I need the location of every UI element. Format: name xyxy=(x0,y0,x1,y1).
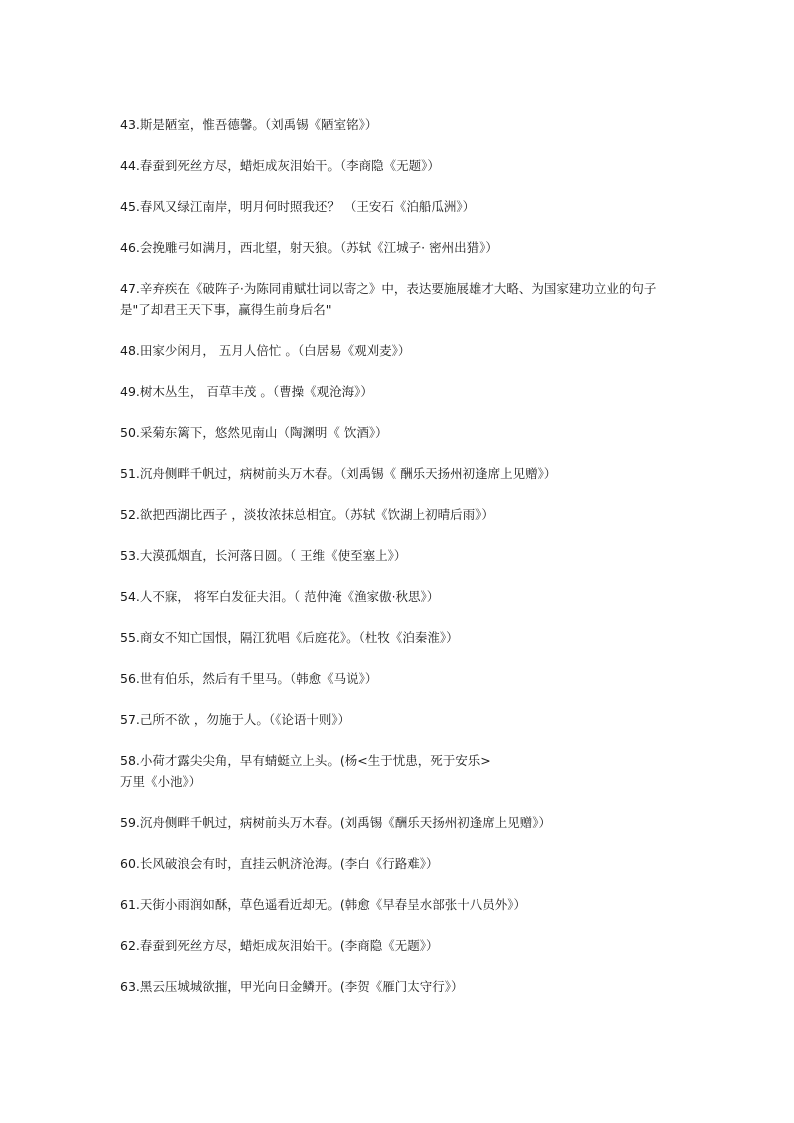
quote-line-63: 63.黑云压城城欲摧，甲光向日金鳞开。(李贺《雁门太守行》） xyxy=(120,979,464,994)
quote-line-58: 58.小荷才露尖尖角，早有蜻蜓立上头。(杨<生于忧患，死于安乐> 万里《小池》） xyxy=(120,753,491,789)
quote-line-49: 49.树木丛生， 百草丰茂 。（曹操《观沧海》） xyxy=(120,384,373,399)
quote-line-50: 50.采菊东篱下，悠然见南山（陶渊明《 饮酒》） xyxy=(120,425,388,440)
quote-line-60: 60.长风破浪会有时，直挂云帆济沧海。(李白《行路难》） xyxy=(120,856,439,871)
quote-line-48: 48.田家少闲月， 五月人倍忙 。（白居易《观刈麦》） xyxy=(120,343,411,358)
quote-line-47: 47.辛弃疾在《破阵子·为陈同甫赋壮词以寄之》中，表达要施展雄才大略、为国家建功立业的句子是"了却君王天下事，赢得生前身后名" xyxy=(120,281,657,317)
quote-line-43: 43.斯是陋室，惟吾德馨。（刘禹锡《陋室铭》） xyxy=(120,117,378,132)
quote-line-53: 53.大漠孤烟直，长河落日圆。（ 王维《使至塞上》） xyxy=(120,548,407,563)
quote-line-57: 57.己所不欲 ，勿施于人。（《论语十则》） xyxy=(120,712,351,727)
quote-line-51: 51.沉舟侧畔千帆过，病树前头万木春。（刘禹锡《 酬乐天扬州初逢席上见赠》） xyxy=(120,466,557,481)
quote-line-61: 61.天街小雨润如酥，草色遥看近却无。(韩愈《早春呈水部张十八员外》） xyxy=(120,897,527,912)
quote-line-52: 52.欲把西湖比西子 ，淡妆浓抹总相宜。（苏轼《饮湖上初晴后雨》） xyxy=(120,507,494,522)
quote-line-56: 56.世有伯乐，然后有千里马。（韩愈《马说》） xyxy=(120,671,378,686)
poem-quote-list xyxy=(120,114,680,1017)
quote-line-55: 55.商女不知亡国恨，隔江犹唱《后庭花》。（杜牧《泊秦淮》） xyxy=(120,630,459,645)
quote-line-54: 54.人不寐， 将军白发征夫泪。（ 范仲淹《渔家傲·秋思》） xyxy=(120,589,440,604)
quote-line-62: 62.春蚕到死丝方尽，蜡炬成灰泪始干。(李商隐《无题》） xyxy=(120,938,439,953)
quote-line-59: 59.沉舟侧畔千帆过，病树前头万木春。(刘禹锡《酬乐天扬州初逢席上见赠》） xyxy=(120,815,552,830)
quote-line-46: 46.会挽雕弓如满月，西北望，射天狼。（苏轼《江城子· 密州出猎》） xyxy=(120,240,498,255)
quote-line-44: 44.春蚕到死丝方尽，蜡炬成灰泪始干。（李商隐《无题》） xyxy=(120,158,440,173)
quote-line-45: 45.春风又绿江南岸，明月何时照我还？ （王安石《泊船瓜洲》） xyxy=(120,199,476,214)
